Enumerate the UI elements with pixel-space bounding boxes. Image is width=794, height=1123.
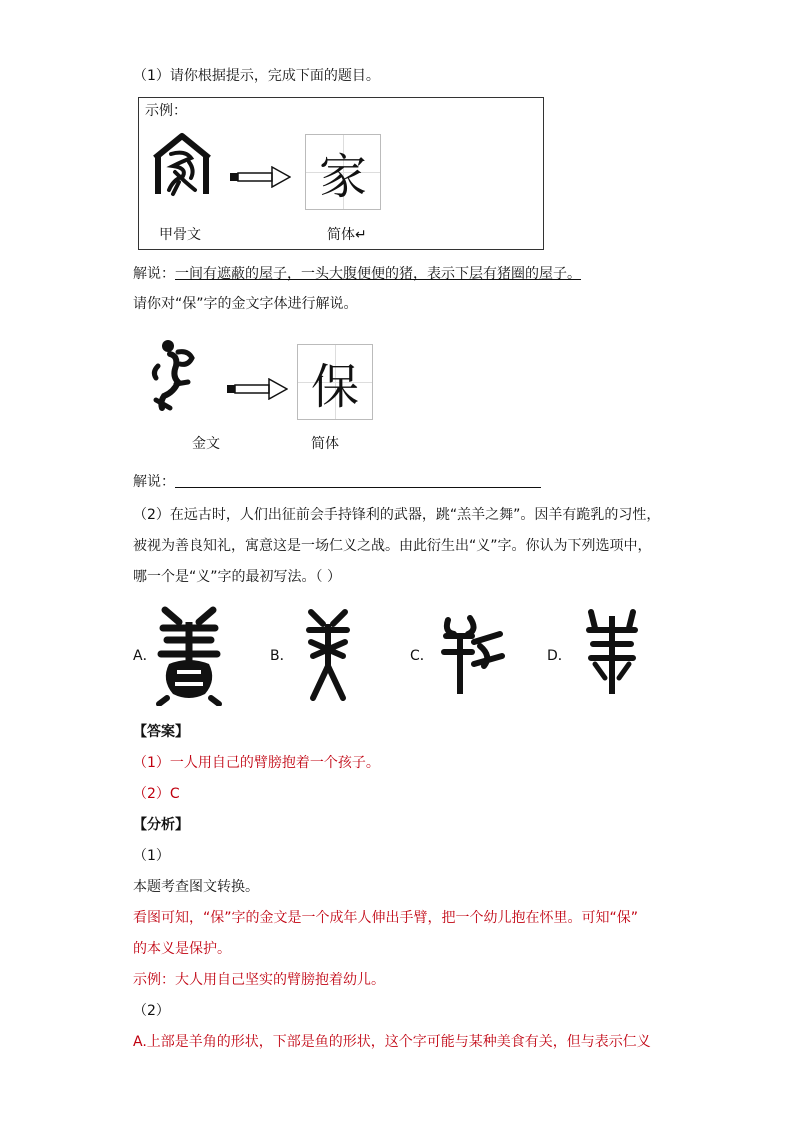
answer-1: （1）一人用自己的臂膀抱着一个孩子。 — [133, 755, 380, 771]
option-d-label: D． — [547, 648, 572, 664]
example-box — [138, 97, 544, 250]
oracle-bone-caption: 甲骨文 — [159, 227, 201, 243]
oracle-bone-jia-glyph — [151, 132, 213, 198]
simplified-caption: 简体 — [311, 436, 339, 452]
answer-blank[interactable] — [175, 473, 541, 488]
bronze-bao-glyph — [148, 336, 198, 412]
option-a-glyph — [155, 602, 223, 706]
q2-line1: （2）在远古时，人们出征前会手持锋利的武器，跳“羔羊之舞”。因羊有跪乳的习性， — [133, 507, 661, 523]
simplified-caption: 简体↵ — [327, 227, 367, 243]
simplified-char-frame — [297, 344, 373, 420]
option-b-label: B． — [270, 648, 294, 664]
simplified-char-frame — [305, 134, 381, 210]
arrow-icon — [226, 378, 288, 400]
simplified-char: 保 — [310, 358, 359, 415]
bronze-caption: 金文 — [192, 436, 220, 452]
analysis-p1-num: （1） — [133, 848, 170, 864]
analysis-p1-line2: 的本义是保护。 — [133, 941, 231, 957]
q2-line2: 被视为善良知礼，寓意这是一场仁义之战。由此衍生出“义”字。你认为下列选项中， — [133, 538, 652, 554]
option-d-glyph — [583, 606, 641, 698]
q1-task: 请你对“保”字的金文字体进行解说。 — [133, 296, 358, 312]
analysis-header: 【分析】 — [133, 817, 189, 833]
answer-blank-line — [133, 472, 541, 492]
analysis-p2-prefix: A. — [133, 1034, 147, 1050]
option-a-label: A． — [133, 648, 157, 664]
analysis-p2-num: （2） — [133, 1003, 170, 1019]
simplified-char: 家 — [318, 148, 367, 205]
analysis-p2-line1 — [133, 1032, 651, 1052]
explain-text: 一间有遮蔽的屋子，一头大腹便便的猪，表示下层有猪圈的屋子。 — [175, 266, 581, 282]
q2-line3: 哪一个是“义”字的最初写法。（ ） — [133, 569, 341, 585]
analysis-p1-line1: 看图可知，“保”字的金文是一个成年人伸出手臂，把一个幼儿抱在怀里。可知“保” — [133, 910, 639, 926]
analysis-p1-topic: 本题考查图文转换。 — [133, 879, 259, 895]
explain-prefix: 解说： — [133, 266, 175, 282]
example-label: 示例： — [145, 103, 187, 119]
answer-prefix: 解说： — [133, 474, 175, 490]
analysis-p1-example: 示例：大人用自己坚实的臂膀抱着幼儿。 — [133, 972, 385, 988]
answer-header: 【答案】 — [133, 724, 189, 740]
option-b-glyph — [303, 606, 353, 702]
answer-2-value: C — [169, 786, 180, 802]
arrow-icon — [229, 166, 291, 188]
q1-prompt: （1）请你根据提示，完成下面的题目。 — [133, 68, 380, 84]
analysis-p2-text: 上部是羊角的形状，下部是鱼的形状，这个字可能与某种美食有关，但与表示仁义 — [146, 1034, 651, 1050]
option-c-glyph — [440, 612, 506, 698]
option-c-label: C． — [410, 648, 434, 664]
answer-2 — [133, 784, 180, 804]
example-explanation — [133, 264, 581, 284]
answer-2-prefix: （2） — [133, 786, 170, 802]
